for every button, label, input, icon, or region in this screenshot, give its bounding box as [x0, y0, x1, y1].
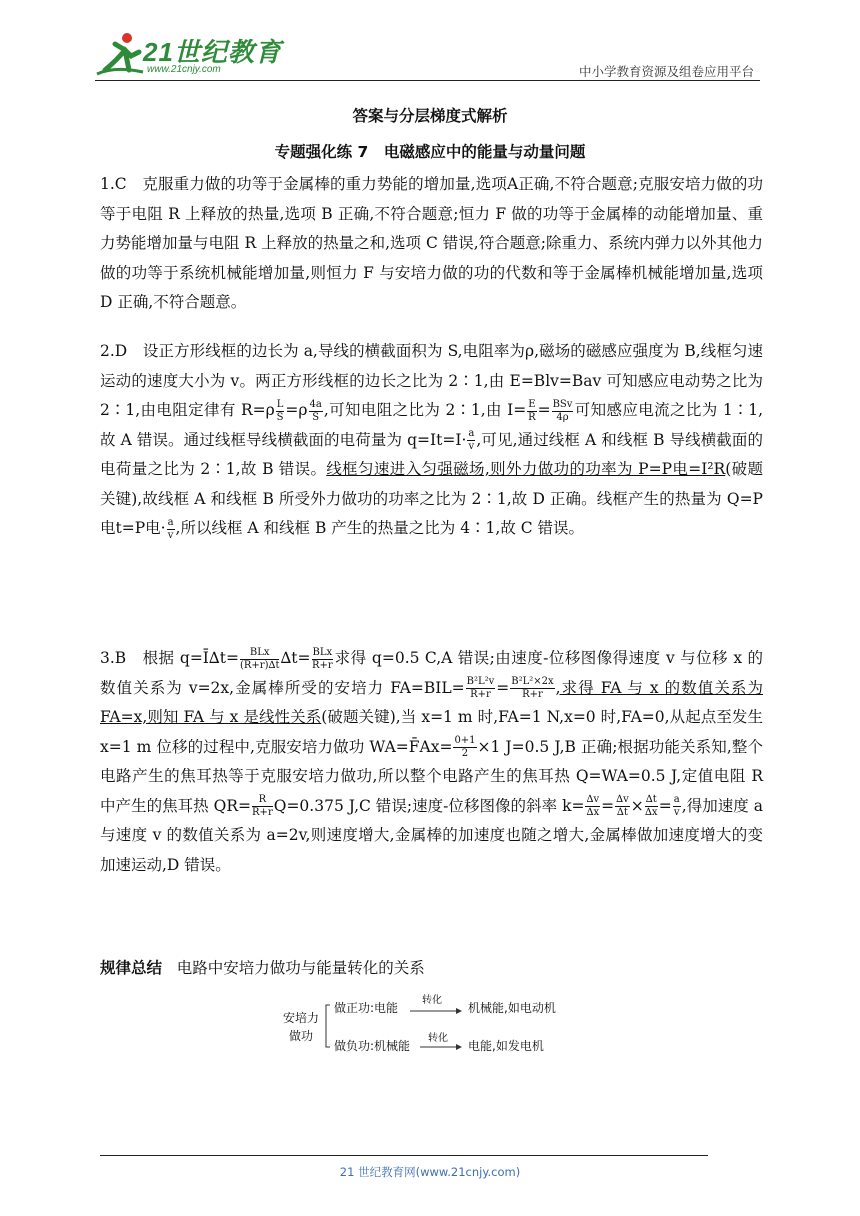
- answer-2: 2.D 设正方形线框的边长为 a,导线的横截面积为 S,电阻率为ρ,磁场的磁感应强度为 B,线框匀速运动的速度大小为 v。两正方形线框的边长之比为 2∶1,由 E=Blv=Bav 可知感应电动势之比为 2∶1,由电阻定律有 R=ρ $\frac{L}{S}$ =ρ $\frac{4a}{S}$ ,可知电阻之比为 2∶1,由 I= $\frac{E}{R}$ = $\frac{\text{BSv}}{4\rho}$ 可知感应电流之比为 1∶1,故 A 错误。通过线框导线横截面的电荷量为 q=It=I· $\frac{a}{v}$ ,可见,通过线框 A 和线框 B 导线横截面的电荷量之比为 2∶1,故 B 错误。线框匀速进入匀强磁场,则外力做功的功率为 P=P电=I²R(破题关键),故线框 A 和线框 B 所受外力做功的功率之比为 2∶1,故 D 正确。线框产生的热量为 Q=P电t=P电· $\frac{a}{v}$ ,所以线框 A 和线框 B 产生的热量之比为 4∶1,故 C 错误。: [100, 342, 763, 541]
- energy-diagram: [280, 995, 610, 1060]
- fraction: $\frac{\text{B²L²v}}{R+r}$: [466, 676, 495, 700]
- diagram-root: 安培力做功: [282, 1011, 319, 1043]
- fraction: $\frac{a}{v}$: [167, 516, 174, 541]
- header-slogan: 中小学教育资源及组卷应用平台: [578, 64, 754, 79]
- logo-url: www.21cnjy.com: [147, 64, 221, 75]
- diagram-bottom-left: 做负功:机械能: [334, 1039, 411, 1053]
- diagram-top-right: 机械能,如电动机: [468, 1001, 556, 1015]
- rule-text: 电路中安培力做功与能量转化的关系: [176, 959, 425, 977]
- diagram-lines: [280, 995, 610, 1060]
- diagram-bottom-arrow: 转化: [428, 1033, 448, 1044]
- fraction: $\frac{0+1}{2}$: [454, 735, 476, 759]
- fraction: $\frac{\text{BLx}}{(R+r)\Delta t}$: [239, 646, 280, 671]
- page-title: 答案与分层梯度式解析: [352, 107, 508, 125]
- logo-text: 21世纪教育: [143, 37, 282, 67]
- page-footer[interactable]: 21 世纪教育网(www.21cnjy.com): [339, 1165, 521, 1179]
- key-point: 线框匀速进入匀强磁场,则外力做功的功率为 P=P电=I²R: [326, 460, 726, 478]
- fraction: $\frac{E}{R}$: [528, 398, 536, 423]
- fraction: $\frac{\Delta v}{\Delta x}$: [586, 794, 600, 818]
- fraction: $\frac{R}{R+r}$: [252, 794, 273, 818]
- answer-1: 1.C 克服重力做的功等于金属棒的重力势能的增加量,选项A正确,不符合题意;克服安培力做的功等于电阻 R 上释放的热量,选项 B 正确,不符合题意;恒力 F 做的功等于金属棒的动能增加量、重力势能增加量与电阻 R 上释放的热量之和,选项 C 错误,符合题意;除重力、系统内弹力以外其他力做的功等于系统机械能增加量,则恒力 F 与安培力做的功的代数和等于金属棒机械能增加量,选项 D 正确,不符合题意。: [100, 175, 763, 311]
- runner-logo-icon: [95, 30, 145, 76]
- fraction: $\frac{\text{BSv}}{4\rho}$: [552, 398, 573, 423]
- fraction: $\frac{\text{BLx}}{R+r}$: [312, 646, 333, 671]
- page-subtitle: 专题强化练 7 电磁感应中的能量与动量问题: [274, 143, 586, 161]
- diagram-bottom-right: 电能,如发电机: [468, 1039, 544, 1053]
- fraction: $\frac{\Delta v}{\Delta t}$: [616, 794, 629, 818]
- footer-divider: [100, 1155, 708, 1156]
- rule-summary: [100, 956, 425, 978]
- rule-label: 规律总结: [100, 959, 163, 977]
- answer-3: 3.B 根据 q=Ī∆t= $\frac{\text{BLx}}{(R+r)\Delta t}$ ∆t= $\frac{\text{BLx}}{R+r}$ 求得 q=0.5 C,A 错误;由速度-位移图像得速度 v 与位移 x 的数值关系为 v=2x,金属棒所受的安培力 FA=BIL= $\frac{\text{B²L²v}}{R+r}$ = $\frac{\text{B²L²×2x}}{R+r}$ ,求得 FA 与 x 的数值关系为 FA=x,则知 FA 与 x 是线性关系(破题关键),当 x=1 m 时,FA=1 N,x=0 时,FA=0,从起点至发生 x=1 m 位移的过程中,克服安培力做功 WA=F̄Ax= $\frac{0+1}{2}$ ×1 J=0.5 J,B 正确;根据功能关系知,整个电路产生的焦耳热等于克服安培力做功,所以整个电路产生的焦耳热 Q=WA=0.5 J,定值电阻 R 中产生的焦耳热 QR= $\frac{R}{R+r}$ Q=0.375 J,C 错误;速度-位移图像的斜率 k= $\frac{\Delta v}{\Delta x}$ = $\frac{\Delta v}{\Delta t}$ × $\frac{\Delta t}{\Delta x}$ = $\frac{a}{v}$ ,得加速度 a 与速度 v 的数值关系为 a=2v,则速度增大,金属棒的加速度也随之增大,金属棒做加速度增大的变加速运动,D 错误。: [100, 646, 763, 874]
- fraction: $\frac{L}{S}$: [276, 398, 284, 423]
- key-point: ,求得 FA 与 x 的数值关系为 FA=x,则知 FA 与 x 是线性关系: [100, 678, 763, 726]
- fraction: $\frac{\Delta t}{\Delta x}$: [644, 794, 658, 818]
- fraction: $\frac{\text{B²L²×2x}}{R+r}$: [511, 676, 554, 700]
- diagram-top-arrow: 转化: [422, 995, 442, 1006]
- fraction: $\frac{a}{v}$: [468, 428, 475, 452]
- page-header: [95, 30, 760, 81]
- fraction: $\frac{4a}{S}$: [309, 398, 322, 423]
- diagram-top-left: 做正功:电能: [334, 1001, 399, 1015]
- site-logo[interactable]: [95, 30, 295, 78]
- fraction: $\frac{a}{v}$: [673, 794, 680, 818]
